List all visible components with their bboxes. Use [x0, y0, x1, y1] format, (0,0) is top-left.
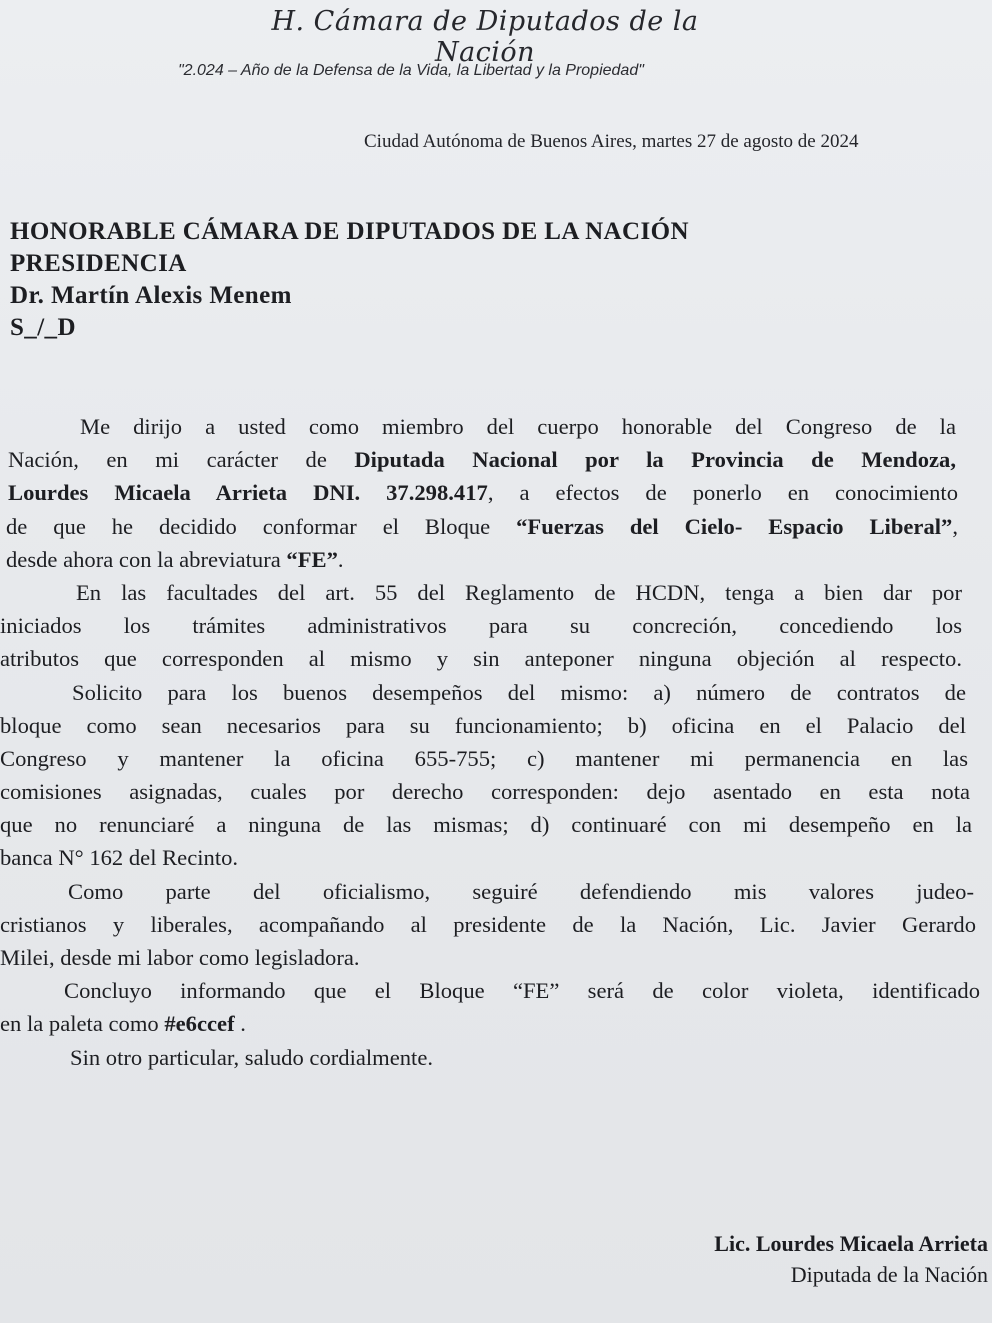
paragraph-2-line-3: atributos que corresponden al mismo y sin anteponer ninguna objeción al respecto.	[0, 646, 962, 672]
letterhead-institution: H. Cámara de Diputados de la Nación	[271, 6, 699, 68]
bold-segment: “Fuerzas del Cielo- Espacio Liberal”	[516, 513, 953, 539]
recipient-sd: S_/_D	[10, 314, 76, 341]
letter-body	[0, 410, 992, 1074]
paragraph-3-line-3: Congreso y mantener la oficina 655-755; c) mantener mi permanencia en las	[0, 745, 968, 771]
paragraph-1-line-4	[0, 510, 992, 543]
paragraph-3-line-2: bloque como sean necesarios para su funcionamiento; b) oficina en el Palacio del	[0, 712, 966, 738]
recipient-institution: HONORABLE CÁMARA DE DIPUTADOS DE LA NACIÓN	[10, 218, 689, 245]
paragraph-2-line-1: En las facultades del art. 55 del Reglamento de HCDN, tenga a bien dar por	[76, 579, 962, 605]
recipient-office: PRESIDENCIA	[10, 250, 187, 277]
recipient-block	[10, 216, 830, 344]
paragraph-3-line-6: banca N° 162 del Recinto.	[0, 845, 239, 871]
recipient-name: Dr. Martín Alexis Menem	[10, 282, 292, 309]
bold-segment: “FE”	[286, 546, 338, 572]
text-segment: .	[234, 1011, 246, 1037]
paragraph-1-line-2	[0, 443, 992, 476]
bold-segment: Diputada Nacional por la Provincia de Mendoza,	[354, 447, 956, 473]
paragraph-4-line-2: cristianos y liberales, acompañando al presidente de la Nación, Lic. Javier Gerardo	[0, 911, 976, 937]
color-code: #e6ccef	[164, 1011, 235, 1037]
text-segment: .	[337, 546, 344, 572]
paragraph-1-line-5	[0, 543, 992, 576]
closing-line: Sin otro particular, saludo cordialmente.	[70, 1044, 434, 1070]
paragraph-2-line-2: iniciados los trámites administrativos para su concreción, concediendo los	[0, 613, 962, 639]
paragraph-5-line-1: Concluyo informando que el Bloque “FE” será de color violeta, identificado	[64, 978, 980, 1004]
paragraph-4-line-1: Como parte del oficialismo, seguiré defendiendo mis valores judeo-	[68, 878, 974, 904]
paragraph-1-line-3	[0, 476, 992, 509]
signature-title: Diputada de la Nación	[790, 1262, 988, 1287]
paragraph-5-line-2	[0, 1007, 992, 1040]
text-segment: ,	[952, 513, 958, 539]
signature-block	[714, 1228, 988, 1290]
text-segment: de que he decidido conformar el Bloque	[6, 513, 517, 539]
paragraph-1-line-1: Me dirijo a usted como miembro del cuerpo honorable del Congreso de la	[80, 414, 956, 439]
letterhead-motto: "2.024 – Año de la Defensa de la Vida, la Libertad y la Propiedad"	[178, 62, 644, 79]
text-segment: , a efectos de ponerlo en conocimiento	[487, 480, 959, 506]
paragraph-3-line-5: que no renunciaré a ninguna de las mismas; d) continuaré con mi desempeño en la	[0, 812, 972, 838]
paragraph-4-line-3: Milei, desde mi labor como legisladora.	[0, 945, 360, 970]
bold-segment: Lourdes Micaela Arrieta DNI. 37.298.417	[8, 480, 488, 506]
text-segment: Nación, en mi carácter de	[8, 447, 355, 473]
paragraph-3-line-4: comisiones asignadas, cuales por derecho corresponden: dejo asentado en esta nota	[0, 779, 970, 805]
text-segment: en la paleta como	[0, 1011, 165, 1037]
signature-name: Lic. Lourdes Micaela Arrieta	[714, 1231, 988, 1256]
text-segment: desde ahora con la abreviatura	[6, 546, 287, 572]
paragraph-3-line-1: Solicito para los buenos desempeños del mismo: a) número de contratos de	[72, 679, 966, 705]
date-line: Ciudad Autónoma de Buenos Aires, martes 27 de agosto de 2024	[364, 131, 859, 152]
